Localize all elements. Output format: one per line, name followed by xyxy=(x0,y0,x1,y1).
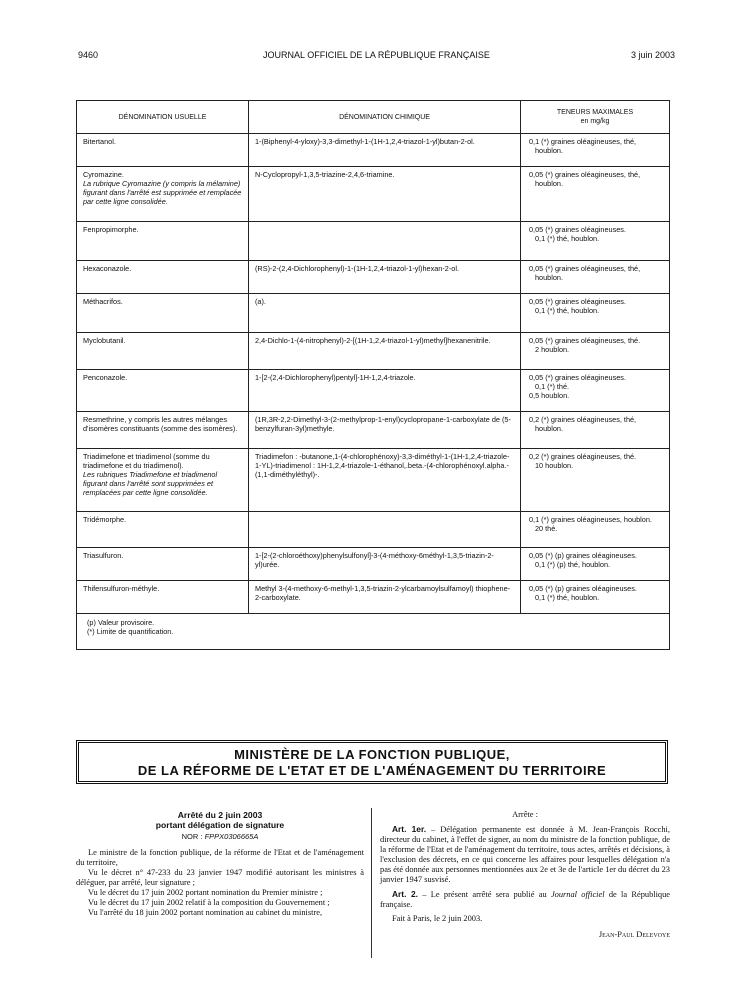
max-content-line: 0,2 (*) graines oléagineuses, thé. xyxy=(529,452,637,461)
max-content-line: 0,05 (*) graines oléagineuses. xyxy=(529,373,626,382)
table-row xyxy=(77,333,670,370)
max-content-line: 0,1 (*) thé. xyxy=(535,382,570,391)
decree-left-column xyxy=(76,810,364,918)
cell-chemical-name xyxy=(249,222,521,261)
usual-name: Fenpropimorphe. xyxy=(83,225,139,234)
header-chimique: DÉNOMINATION CHIMIQUE xyxy=(249,101,521,134)
column-divider xyxy=(371,808,372,958)
cell-chemical-name xyxy=(249,370,521,412)
max-content-line: 0,1 (*) graines oléagineuses, houblon. xyxy=(529,515,652,524)
decree-subtitle: portant délégation de signature xyxy=(155,820,285,830)
chemical-name: 1-(Biphenyl-4-yloxy)-3,3-dimethyl-1-(1H-1,2,4-triazol-1-yl)butan-2-ol. xyxy=(255,137,475,146)
max-content-line: 0,05 (*) graines oléagineuses, thé, xyxy=(529,170,641,179)
chemical-name: 1-[2-(2,4-Dichlorophenyl)pentyl]-1H-1,2,4-triazole. xyxy=(255,373,416,382)
cell-chemical-name xyxy=(249,294,521,333)
usual-name: Triasulfuron. xyxy=(83,551,124,560)
usual-name: Cyromazine. xyxy=(83,170,124,179)
cell-chemical-name xyxy=(249,134,521,167)
cell-usual-name xyxy=(77,512,249,548)
max-content-line: houblon. xyxy=(535,146,563,155)
preamble-paragraph: Le ministre de la fonction publique, de la réforme de l'Etat et de l'aménagement du territoire, xyxy=(76,848,364,867)
max-content-line: houblon. xyxy=(535,273,563,282)
table-row xyxy=(77,370,670,412)
article-1-label: Art. 1er. xyxy=(392,824,427,834)
max-content-line: 0,05 (*) graines oléagineuses, thé. xyxy=(529,336,641,345)
banner-line-2: DE LA RÉFORME DE L'ETAT ET DE L'AMÉNAGEMENT DU TERRITOIRE xyxy=(137,763,607,778)
usual-name: Hexaconazole. xyxy=(83,264,132,273)
cell-usual-name xyxy=(77,370,249,412)
max-content-line: 2 houblon. xyxy=(535,345,570,354)
article-2-label: Art. 2. xyxy=(392,889,418,899)
max-content-line: houblon. xyxy=(535,179,563,188)
table-row xyxy=(77,581,670,614)
cell-chemical-name xyxy=(249,581,521,614)
cell-usual-name xyxy=(77,581,249,614)
usual-name: Resmethrine, y compris les autres mélanges d'isomères constituants (somme des isomères). xyxy=(83,415,238,433)
cell-max-content xyxy=(521,412,670,449)
cell-max-content xyxy=(521,261,670,294)
cell-max-content xyxy=(521,167,670,222)
max-content-line: 0,1 (*) thé, houblon. xyxy=(535,593,600,602)
max-content-line: 0,05 (*) (p) graines oléagineuses. xyxy=(529,584,637,593)
article-2 xyxy=(380,889,670,910)
cell-usual-name xyxy=(77,134,249,167)
cell-usual-name xyxy=(77,261,249,294)
usual-name: Thifensulfuron-méthyle. xyxy=(83,584,160,593)
max-content-line: 10 houblon. xyxy=(535,461,574,470)
max-content-line: 0,1 (*) thé, houblon. xyxy=(535,306,600,315)
usual-name: Bitertanol. xyxy=(83,137,116,146)
cell-max-content xyxy=(521,548,670,581)
cell-usual-name xyxy=(77,449,249,512)
cell-chemical-name xyxy=(249,412,521,449)
max-content-line: 0,2 (*) graines oléagineuses, thé, xyxy=(529,415,637,424)
cell-usual-name xyxy=(77,222,249,261)
header-usuelle: DÉNOMINATION USUELLE xyxy=(77,101,249,134)
table-row xyxy=(77,222,670,261)
header-teneurs-label: TENEURS MAXIMALES xyxy=(556,109,634,116)
cell-max-content xyxy=(521,333,670,370)
cell-max-content xyxy=(521,370,670,412)
arrete-heading: Arrête : xyxy=(512,810,538,819)
cell-usual-name xyxy=(77,167,249,222)
cell-usual-name xyxy=(77,412,249,449)
max-content-line: 0,05 (*) graines oléagineuses. xyxy=(529,225,626,234)
residue-limits-table xyxy=(76,100,670,650)
nor-code: FPPX0306665A xyxy=(204,832,259,841)
nor-label: NOR : xyxy=(181,832,203,841)
article-1-text: – Délégation permanente est donnée à M. Jean-François Rocchi, directeur du cabinet, à l'effet de signer, au nom du ministre de la fonction publique, de la réforme de l'Etat et de l'aménagement du territoire, tous actes, arrêtés et décisions, à l'exclusion des décrets, en ce qui concerne les affaires pour lesquelles délégation n'a pas été donnée aux personnes mentionnées aux 2e et 3e de l'article 1er du décret du 23 janvier 1947 susvisé. xyxy=(380,825,670,884)
footnote: (*) Limite de quantification. xyxy=(87,627,174,636)
table-footnotes xyxy=(77,614,670,650)
header-teneurs xyxy=(521,101,670,134)
usual-name: Tridémorphe. xyxy=(83,515,127,524)
max-content-line: 0,05 (*) graines oléagineuses, thé, xyxy=(529,264,641,273)
max-content-line: 0,05 (*) graines oléagineuses. xyxy=(529,297,626,306)
signature: Jean-Paul Delevoye xyxy=(598,930,670,939)
usual-name: Triadimefone et triadimenol (somme du triadimefone et du triadimenol). xyxy=(83,452,210,470)
page-number: 9460 xyxy=(78,50,99,60)
footnote: (p) Valeur provisoire. xyxy=(87,618,155,627)
usual-name: Méthacrifos. xyxy=(83,297,123,306)
table-row xyxy=(77,512,670,548)
max-content-line: 0,1 (*) (p) thé, houblon. xyxy=(535,560,611,569)
decree-right-column xyxy=(380,810,670,940)
cell-max-content xyxy=(521,134,670,167)
chemical-name: Methyl 3-(4-methoxy-6-methyl-1,3,5-triazin-2-ylcarbamoylsulfamoyl) thiophene-2-carboxylate. xyxy=(255,584,511,602)
issue-date: 3 juin 2003 xyxy=(630,50,675,60)
cell-chemical-name xyxy=(249,449,521,512)
cell-usual-name xyxy=(77,294,249,333)
table-row xyxy=(77,294,670,333)
cell-usual-name xyxy=(77,548,249,581)
done-at: Fait à Paris, le 2 juin 2003. xyxy=(392,914,483,923)
chemical-name: (1R,3R-2,2-Dimethyl-3-(2-methylprop-1-enyl)cyclopropane-1-carboxylate de (5-benzylfuran-3yl)methyle. xyxy=(255,415,511,433)
max-content-line: 0,1 (*) thé, houblon. xyxy=(535,234,600,243)
banner-line-1: MINISTÈRE DE LA FONCTION PUBLIQUE, xyxy=(234,747,510,762)
chemical-name: 1-[2-(2-chloroéthoxy)phenylsulfonyl]-3-(4-méthoxy-6méthyl-1,3,5-triazin-2-yl)urée. xyxy=(255,551,494,569)
journal-title: JOURNAL OFFICIEL DE LA RÉPUBLIQUE FRANÇAISE xyxy=(263,50,490,60)
chemical-name: (RS)-2-(2,4-Dichlorophenyl)-1-(1H-1,2,4-triazol-1-yl)hexan-2-ol. xyxy=(255,264,459,273)
chemical-name: N-Cyclopropyl-1,3,5-triazine-2,4,6-triamine. xyxy=(255,170,395,179)
table-row xyxy=(77,449,670,512)
preamble-paragraph: Vu le décret du 17 juin 2002 portant nomination du Premier ministre ; xyxy=(88,888,323,897)
decree-title: Arrêté du 2 juin 2003 xyxy=(177,810,263,820)
cell-usual-name xyxy=(77,333,249,370)
cell-max-content xyxy=(521,512,670,548)
usual-name: Penconazole. xyxy=(83,373,128,382)
cell-max-content xyxy=(521,449,670,512)
table-row xyxy=(77,412,670,449)
table-row xyxy=(77,167,670,222)
max-content-line: 0,5 houblon. xyxy=(529,391,570,400)
table-row xyxy=(77,134,670,167)
cell-max-content xyxy=(521,294,670,333)
article-2-journal: Journal officiel xyxy=(550,890,605,899)
article-1 xyxy=(380,824,670,885)
chemical-name: 2,4-Dichlo-1-(4-nitrophenyl)-2-[(1H-1,2,4-triazol-1-yl)methyl]hexanenitrile. xyxy=(255,336,491,345)
article-2-text-a: – Le présent arrêté sera publié au xyxy=(422,890,551,899)
max-content-line: houblon. xyxy=(535,424,563,433)
cell-max-content xyxy=(521,222,670,261)
chemical-name: Triadimefon : -butanone,1-(4-chlorophénoxy)-3,3-diméthyl-1-(1H-1,2,4-triazole-1-YL)-triadimenol : 1H-1,2,4-triazole-1-éthanol,.beta.-(4-chlorophénoxyl.alpha.-(1,1-diméthyléthyl)-. xyxy=(255,452,510,479)
max-content-line: 0,05 (*) (p) graines oléagineuses. xyxy=(529,551,637,560)
cell-chemical-name xyxy=(249,167,521,222)
cell-chemical-name xyxy=(249,261,521,294)
table-row xyxy=(77,261,670,294)
row-note: Les rubriques Triadimefone et triadimenol figurant dans l'arrêté sont supprimées et remplacées par cette ligne consolidée. xyxy=(83,470,218,497)
chemical-name: (a). xyxy=(255,297,266,306)
article-2-text-b: de la République française. xyxy=(380,890,671,909)
preamble-paragraph: Vu le décret du 17 juin 2002 relatif à la composition du Gouvernement ; xyxy=(88,898,330,907)
cell-chemical-name xyxy=(249,512,521,548)
max-content-line: 0,1 (*) graines oléagineuses, thé, xyxy=(529,137,637,146)
max-content-line: 20 thé. xyxy=(535,524,558,533)
nor-reference xyxy=(76,832,364,842)
cell-chemical-name xyxy=(249,333,521,370)
preamble-paragraph: Vu le décret n° 47-233 du 23 janvier 1947 modifié autorisant les ministres à déléguer, par arrêté, leur signature ; xyxy=(76,868,364,887)
ministry-banner xyxy=(76,740,668,784)
table-row xyxy=(77,548,670,581)
header-teneurs-unit: en mg/kg xyxy=(580,118,610,125)
row-note: La rubrique Cyromazine (y compris la mélamine) figurant dans l'arrêté est supprimée et remplacée par cette ligne consolidée. xyxy=(83,179,242,206)
usual-name: Myclobutanil. xyxy=(83,336,126,345)
cell-max-content xyxy=(521,581,670,614)
cell-chemical-name xyxy=(249,548,521,581)
preamble-paragraph: Vu l'arrêté du 18 juin 2002 portant nomination au cabinet du ministre, xyxy=(88,908,323,917)
